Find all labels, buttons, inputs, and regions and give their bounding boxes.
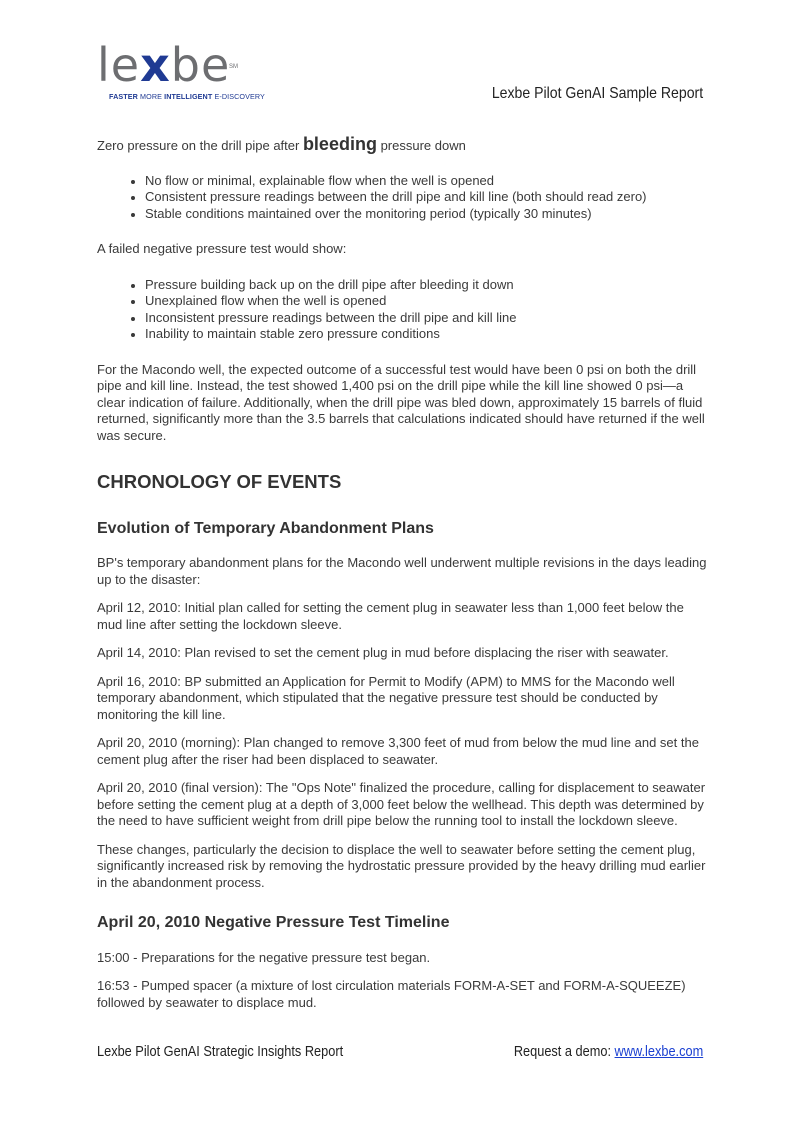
paragraph: April 12, 2010: Initial plan called for setting the cement plug in seawater less than 1,000 feet below the mud line after setting the lockdown sleeve. xyxy=(97,600,684,632)
header-title: Lexbe Pilot GenAI Sample Report xyxy=(491,85,703,102)
list-item: • Inability to maintain stable zero pressure conditions xyxy=(145,326,707,343)
lexbe-logo xyxy=(97,38,265,102)
evolution-heading: Evolution of Temporary Abandonment Plans xyxy=(97,519,434,537)
paragraph: April 14, 2010: Plan revised to set the cement plug in mud before displacing the riser with seawater. xyxy=(97,645,669,660)
logo-wordmark: lexbe xyxy=(97,38,231,92)
timeline-heading: April 20, 2010 Negative Pressure Test Timeline xyxy=(97,914,450,931)
list-item: • Unexplained flow when the well is opened xyxy=(145,293,707,310)
footer-report-title: Lexbe Pilot GenAI Strategic Insights Report xyxy=(97,1044,344,1060)
document-body xyxy=(97,136,707,1023)
list-item: • No flow or minimal, explainable flow when the well is opened xyxy=(145,173,707,190)
failed-test-intro: A failed negative pressure test would show: xyxy=(97,241,347,256)
paragraph: 15:00 - Preparations for the negative pressure test began. xyxy=(97,949,431,965)
success-criteria-list xyxy=(97,173,707,223)
logo-tagline: FASTER MORE INTELLIGENT E-DISCOVERY xyxy=(109,92,265,101)
intro-line: Zero pressure on the drill pipe after bleeding pressure down xyxy=(97,134,466,154)
list-item: • Stable conditions maintained over the monitoring period (typically 30 minutes) xyxy=(145,206,707,223)
paragraph: 16:53 - Pumped spacer (a mixture of lost circulation materials FORM-A-SET and FORM-A-SQUEEZE) followed by seawater to displace mud. xyxy=(97,978,686,1010)
list-item: • Pressure building back up on the drill pipe after bleeding it down xyxy=(145,277,707,294)
paragraph: April 20, 2010 (morning): Plan changed to remove 3,300 feet of mud from below the mud line and set the cement plug after the riser had been displaced to seawater. xyxy=(97,735,699,767)
paragraph: April 16, 2010: BP submitted an Application for Permit to Modify (APM) to MMS for the Macondo well temporary abandonment, which stipulated that the negative pressure test should be conducted by monitoring the kill line. xyxy=(97,673,675,722)
chronology-heading: CHRONOLOGY OF EVENTS xyxy=(97,471,342,492)
lexbe-website-link[interactable]: www.lexbe.com xyxy=(614,1044,703,1060)
logo-service-mark: SM xyxy=(229,64,238,70)
list-item: • Consistent pressure readings between the drill pipe and kill line (both should read zero) xyxy=(145,189,707,206)
failed-criteria-list xyxy=(97,277,707,343)
paragraph: BP's temporary abandonment plans for the Macondo well underwent multiple revisions in the days leading up to the disaster: xyxy=(97,555,707,587)
paragraph: These changes, particularly the decision to displace the well to seawater before setting the cement plug, significantly increased risk by removing the hydrostatic pressure provided by the heavy drilling mud earlier in the abandonment process. xyxy=(97,841,706,890)
intro-emphasis: bleeding xyxy=(302,134,377,154)
paragraph: April 20, 2010 (final version): The "Ops Note" finalized the procedure, calling for displacement to seawater before setting the cement plug at a depth of 3,000 feet below the wellhead. This depth was determined by the need to have sufficient weight from drill pipe below the running tool to install the lockdown sleeve. xyxy=(97,780,706,828)
footer-demo-request: Request a demo: www.lexbe.com xyxy=(513,1044,703,1060)
macondo-paragraph: For the Macondo well, the expected outcome of a successful test would have been 0 psi on both the drill pipe and kill line. Instead, the test showed 1,400 psi on the drill pipe while the kill line showed 0 psi—a clear indication of failure. Additionally, when the drill pipe was bled down, approximately 15 barrels of fluid returned, significantly more than the 3.5 barrels that calculations indicated should have returned if the well was secure. xyxy=(97,361,705,443)
list-item: • Inconsistent pressure readings between the drill pipe and kill line xyxy=(145,310,707,327)
